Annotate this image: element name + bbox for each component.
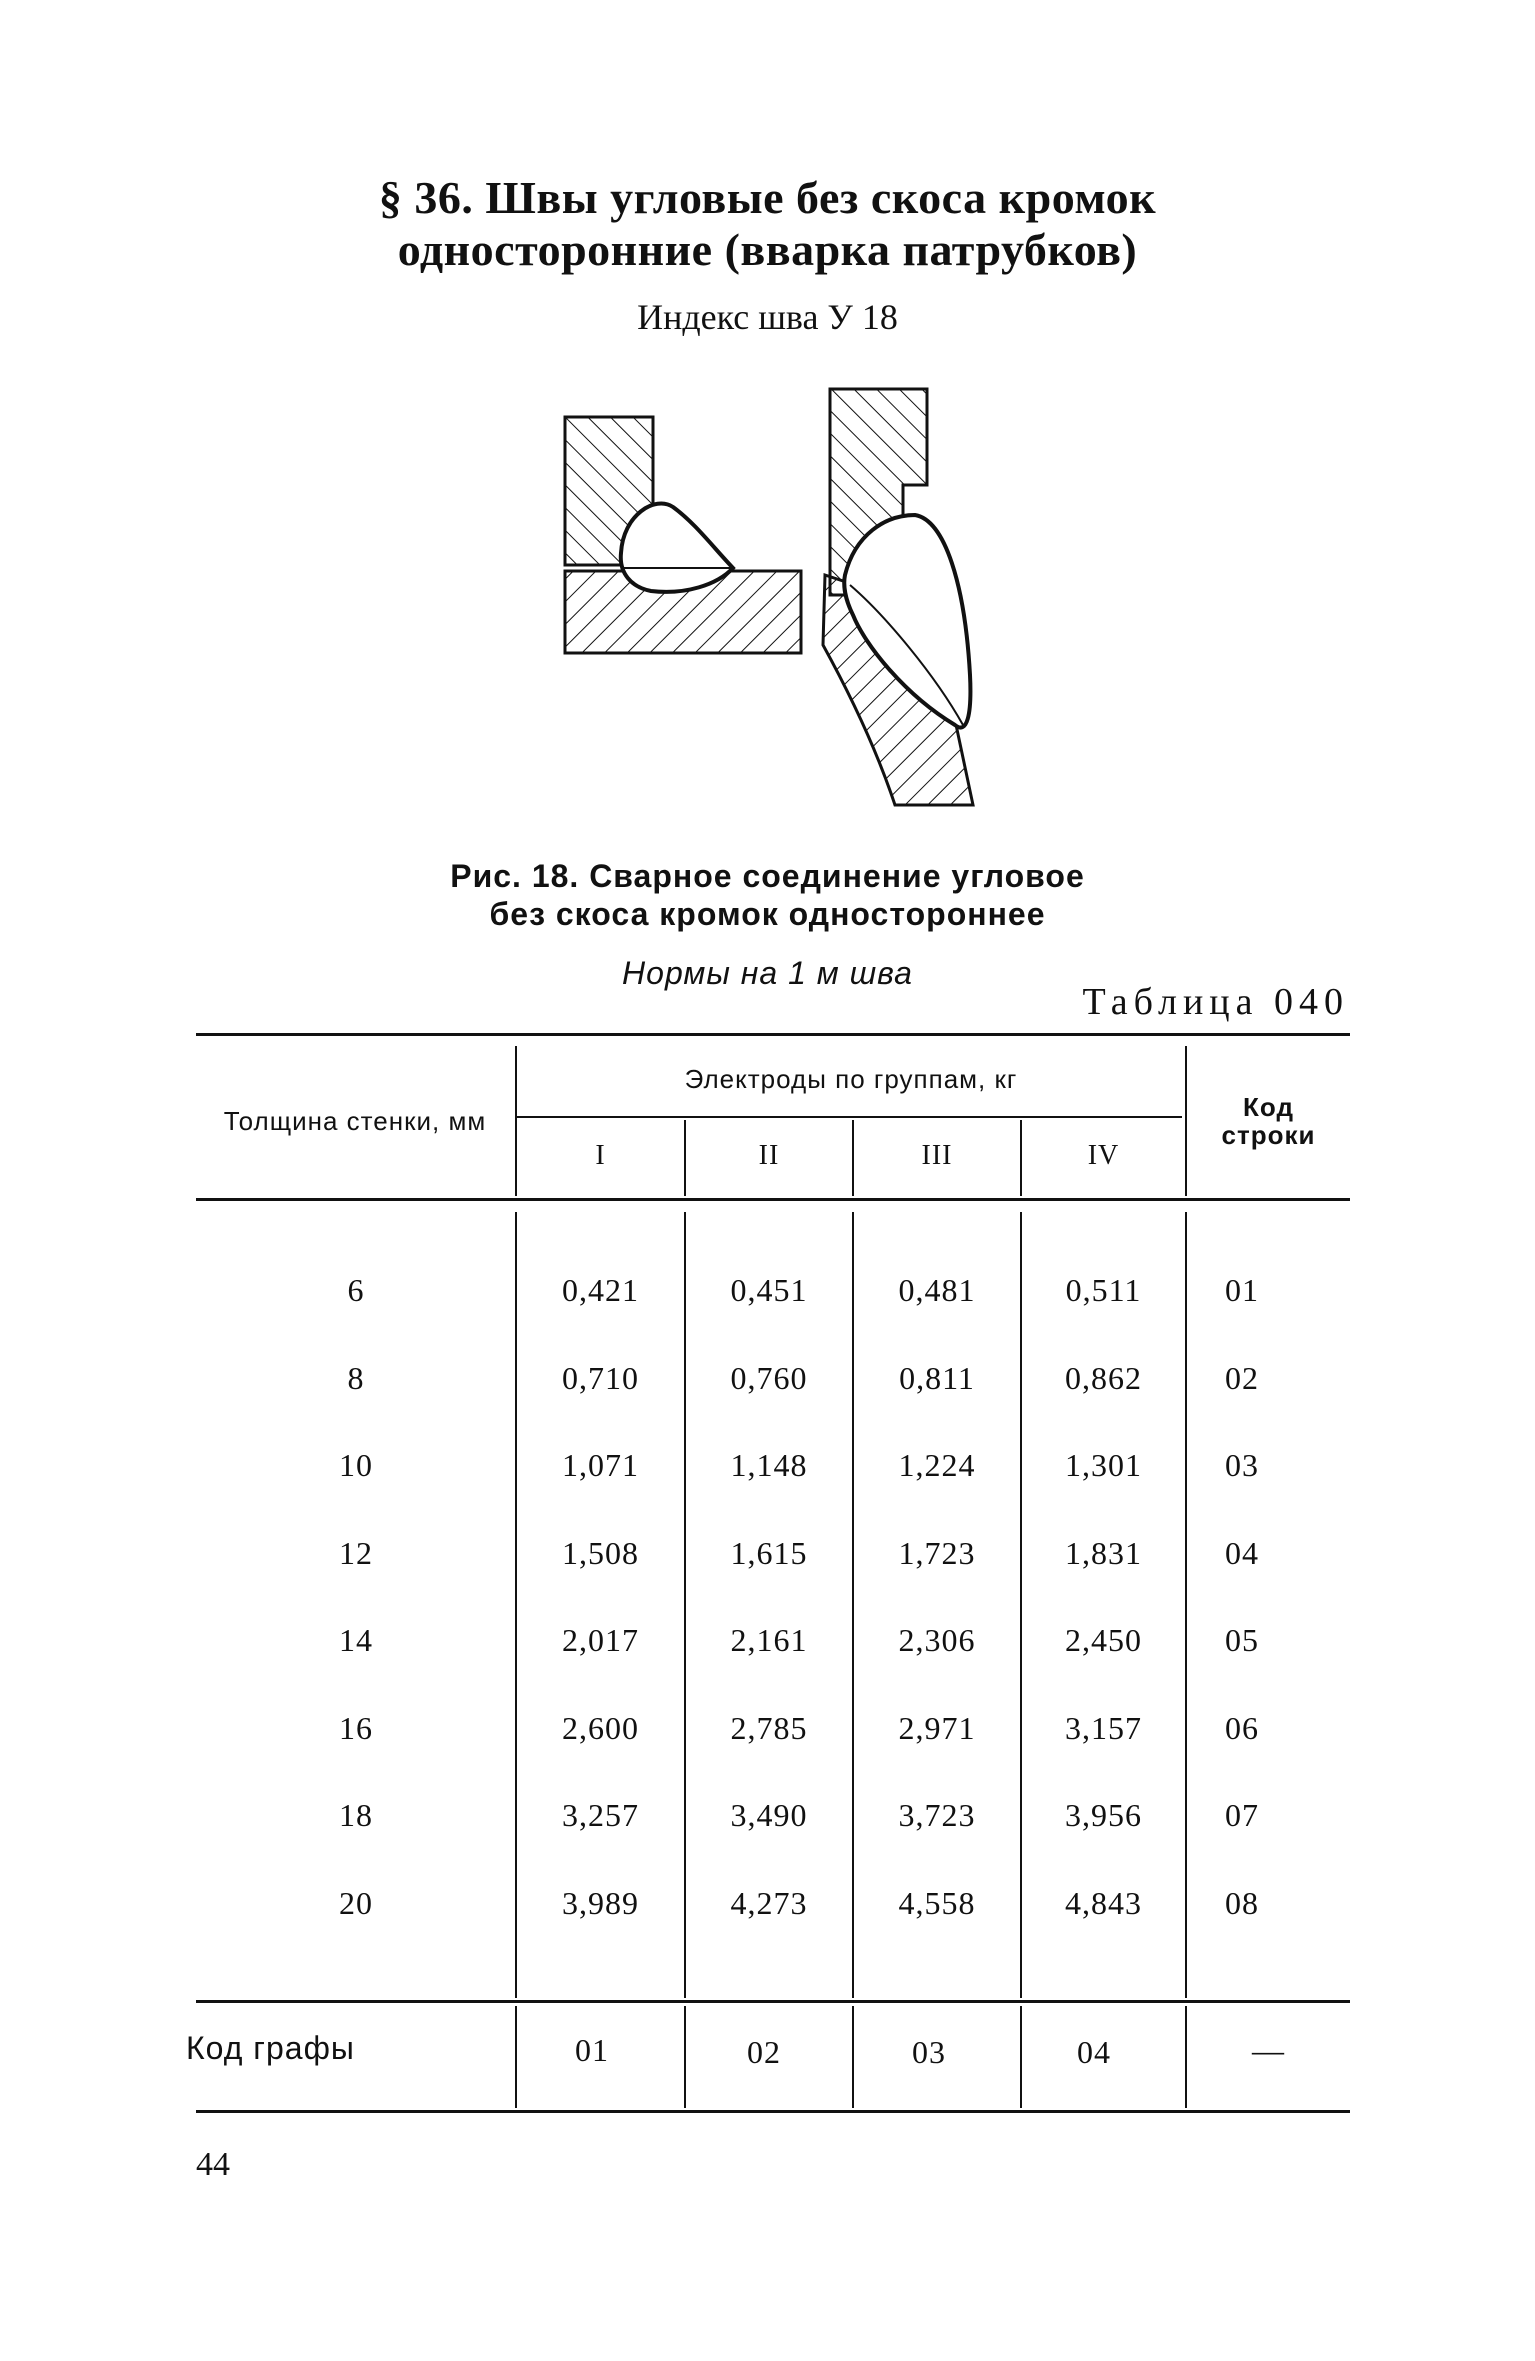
row-code: 04 — [1225, 1535, 1259, 1571]
table-bottom-rule — [196, 2110, 1350, 2113]
footer-code-2: 02 — [747, 2034, 781, 2070]
row-value-group-2: 4,273 — [730, 1885, 808, 1921]
row-code: 02 — [1225, 1360, 1259, 1396]
row-value-group-4: 0,862 — [1065, 1360, 1142, 1396]
row-value-group-1: 1,508 — [562, 1535, 639, 1571]
row-value-group-1: 0,710 — [562, 1360, 639, 1396]
row-value-group-1: 1,071 — [562, 1447, 639, 1483]
left-joint-weld-bead — [621, 504, 733, 592]
header-group-2: II — [758, 1140, 780, 1171]
row-value-group-2: 3,490 — [730, 1797, 808, 1833]
row-value-group-2: 0,451 — [730, 1272, 808, 1308]
row-value-group-2: 0,760 — [730, 1360, 808, 1396]
header-group-4: IV — [1087, 1140, 1120, 1171]
body-bottom-rule — [196, 2000, 1350, 2003]
row-value-group-4: 2,450 — [1065, 1622, 1142, 1658]
row-value-group-1: 0,421 — [562, 1272, 639, 1308]
row-thickness: 16 — [339, 1710, 373, 1746]
row-value-group-3: 4,558 — [898, 1885, 976, 1921]
row-value-group-1: 3,989 — [562, 1885, 639, 1921]
row-value-group-4: 1,301 — [1065, 1447, 1142, 1483]
row-code: 06 — [1225, 1710, 1259, 1746]
row-value-group-4: 3,956 — [1065, 1797, 1142, 1833]
figure-caption-line2: без скоса кромок одностороннее — [489, 896, 1046, 932]
table-top-rule — [196, 1033, 1350, 1036]
header-code-line2: строки — [1221, 1120, 1316, 1150]
row-value-group-1: 2,017 — [562, 1622, 639, 1658]
page-number: 44 — [196, 2146, 230, 2183]
row-code: 03 — [1225, 1447, 1259, 1483]
table-label: Таблица 040 — [1082, 981, 1349, 1023]
row-value-group-3: 2,306 — [898, 1622, 976, 1658]
row-value-group-3: 2,971 — [898, 1710, 976, 1746]
footer-code-4: 04 — [1077, 2034, 1111, 2070]
col-sep — [1185, 1212, 1187, 1998]
row-code: 01 — [1225, 1272, 1259, 1308]
row-thickness: 10 — [339, 1447, 373, 1483]
row-thickness: 20 — [339, 1885, 373, 1921]
row-value-group-4: 3,157 — [1065, 1710, 1142, 1746]
row-value-group-1: 3,257 — [562, 1797, 639, 1833]
col-sep — [515, 1212, 517, 1998]
section-title-line2: односторонние (вварка патрубков) — [397, 224, 1138, 275]
row-thickness: 14 — [339, 1622, 373, 1658]
weld-index: Индекс шва У 18 — [637, 297, 898, 337]
col-sep — [852, 1212, 854, 1998]
row-value-group-3: 1,224 — [898, 1447, 976, 1483]
figure-caption-line1: Рис. 18. Сварное соединение угловое — [450, 858, 1085, 894]
row-value-group-4: 0,511 — [1065, 1272, 1142, 1308]
col-sep — [1020, 1212, 1022, 1998]
header-group-3: III — [921, 1140, 953, 1171]
row-value-group-4: 1,831 — [1065, 1535, 1142, 1571]
row-value-group-2: 2,785 — [730, 1710, 808, 1746]
row-value-group-4: 4,843 — [1065, 1885, 1142, 1921]
row-value-group-3: 0,481 — [898, 1272, 976, 1308]
row-value-group-3: 1,723 — [898, 1535, 976, 1571]
row-code: 05 — [1225, 1622, 1259, 1658]
header-thickness: Толщина стенки, мм — [223, 1106, 487, 1136]
footer-label: Код графы — [186, 2030, 355, 2066]
weld-joint-figure — [555, 385, 995, 810]
row-thickness: 8 — [347, 1360, 365, 1396]
norms-note: Нормы на 1 м шва — [622, 955, 913, 991]
header-group-1: I — [595, 1140, 606, 1171]
footer-dash: — — [1252, 2032, 1285, 2068]
group-header-rule — [517, 1116, 1182, 1118]
row-value-group-2: 2,161 — [730, 1622, 808, 1658]
footer-code-1: 01 — [575, 2032, 609, 2068]
row-value-group-2: 1,615 — [730, 1535, 808, 1571]
row-thickness: 6 — [347, 1272, 365, 1308]
section-title-line1: § 36. Швы угловые без скоса кромок — [378, 172, 1157, 223]
col-sep — [684, 1212, 686, 1998]
header-electrodes: Электроды по группам, кг — [684, 1064, 1018, 1094]
row-value-group-3: 0,811 — [899, 1360, 975, 1396]
footer-code-3: 03 — [912, 2034, 946, 2070]
row-thickness: 12 — [339, 1535, 373, 1571]
row-thickness: 18 — [339, 1797, 373, 1833]
row-code: 07 — [1225, 1797, 1259, 1833]
row-code: 08 — [1225, 1885, 1259, 1921]
header-code-line1: Код — [1243, 1092, 1294, 1122]
row-value-group-1: 2,600 — [562, 1710, 639, 1746]
row-value-group-3: 3,723 — [898, 1797, 976, 1833]
row-value-group-2: 1,148 — [730, 1447, 808, 1483]
header-bottom-rule — [196, 1198, 1350, 1201]
